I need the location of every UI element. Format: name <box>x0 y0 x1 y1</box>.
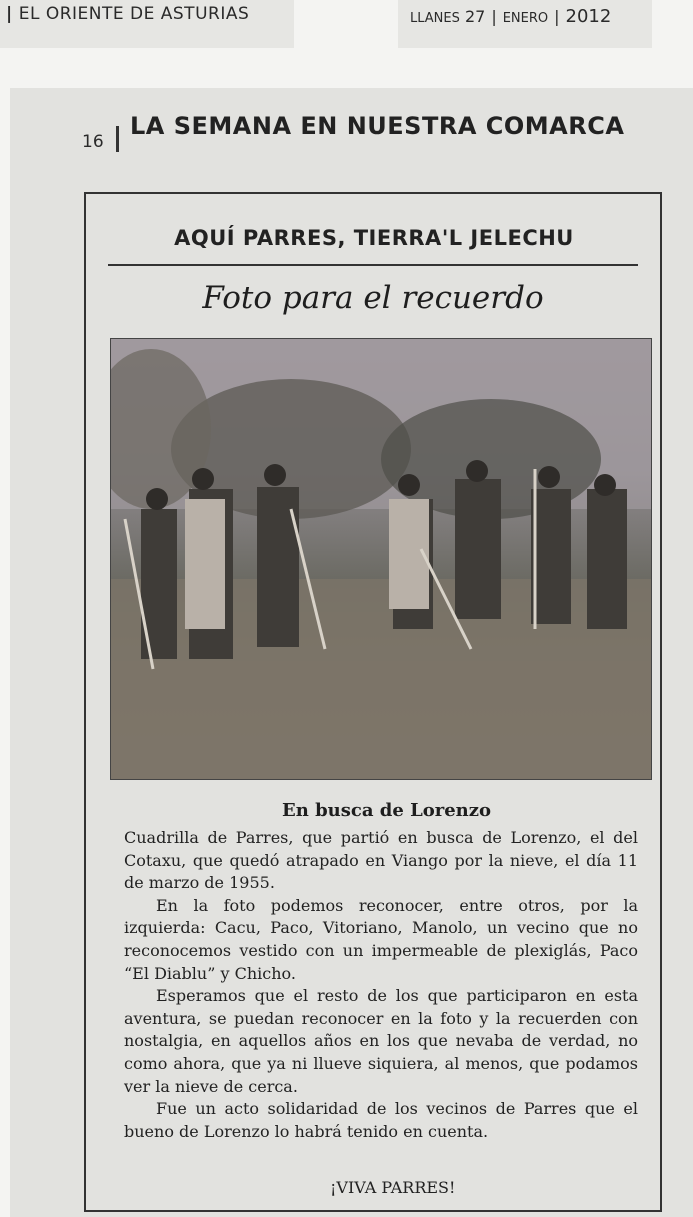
issue-location: LLANES <box>410 11 460 26</box>
photo-illustration <box>111 339 652 780</box>
caption-title: En busca de Lorenzo <box>282 800 491 821</box>
newspaper-name <box>6 4 249 24</box>
issue-day: 27 <box>464 7 486 26</box>
article-closing: ¡VIVA PARRES! <box>330 1178 456 1197</box>
article-paragraph: Fue un acto solidaridad de los vecinos de Parres que el bueno de Lorenzo lo habrá tenido en cuenta. <box>124 1099 638 1141</box>
article-headline: Foto para el recuerdo <box>202 280 544 316</box>
article-photo <box>110 338 652 780</box>
article-body <box>124 827 638 1143</box>
date-divider: | <box>554 7 560 26</box>
issue-date <box>410 6 611 27</box>
newspaper-title: EL ORIENTE DE ASTURIAS <box>18 4 250 24</box>
article-paragraph: Esperamos que el resto de los que participaron en esta aventura, se puedan reconocer en la foto y la recuerden con nostalgia, en aquellos años en los que nevaba de verdad, no como ahora, que ya ni llueve siquiera, al menos, que podamos ver la nieve de cerca. <box>124 986 638 1096</box>
issue-year: 2012 <box>565 6 612 27</box>
section-title: LA SEMANA EN NUESTRA COMARCA <box>130 112 625 140</box>
page-number-divider <box>116 126 119 152</box>
kicker-rule <box>108 264 638 266</box>
article-paragraph: Cuadrilla de Parres, que partió en busca de Lorenzo, el del Cotaxu, que quedó atrapado en Viango por la nieve, el día 11 de marzo de 1955. <box>124 828 638 893</box>
page-number: 16 <box>82 132 104 152</box>
date-divider: | <box>491 7 497 26</box>
issue-month: ENERO <box>502 11 549 26</box>
masthead-divider: | <box>6 4 13 24</box>
article-paragraph: En la foto podemos reconocer, entre otros, por la izquierda: Cacu, Paco, Vitoriano, Manolo, un vecino que no reconocemos vestido con un impermeable de plexiglás, Paco “El Diablu” y Chicho. <box>124 895 638 983</box>
article-kicker: AQUÍ PARRES, TIERRA'L JELECHU <box>174 226 574 250</box>
